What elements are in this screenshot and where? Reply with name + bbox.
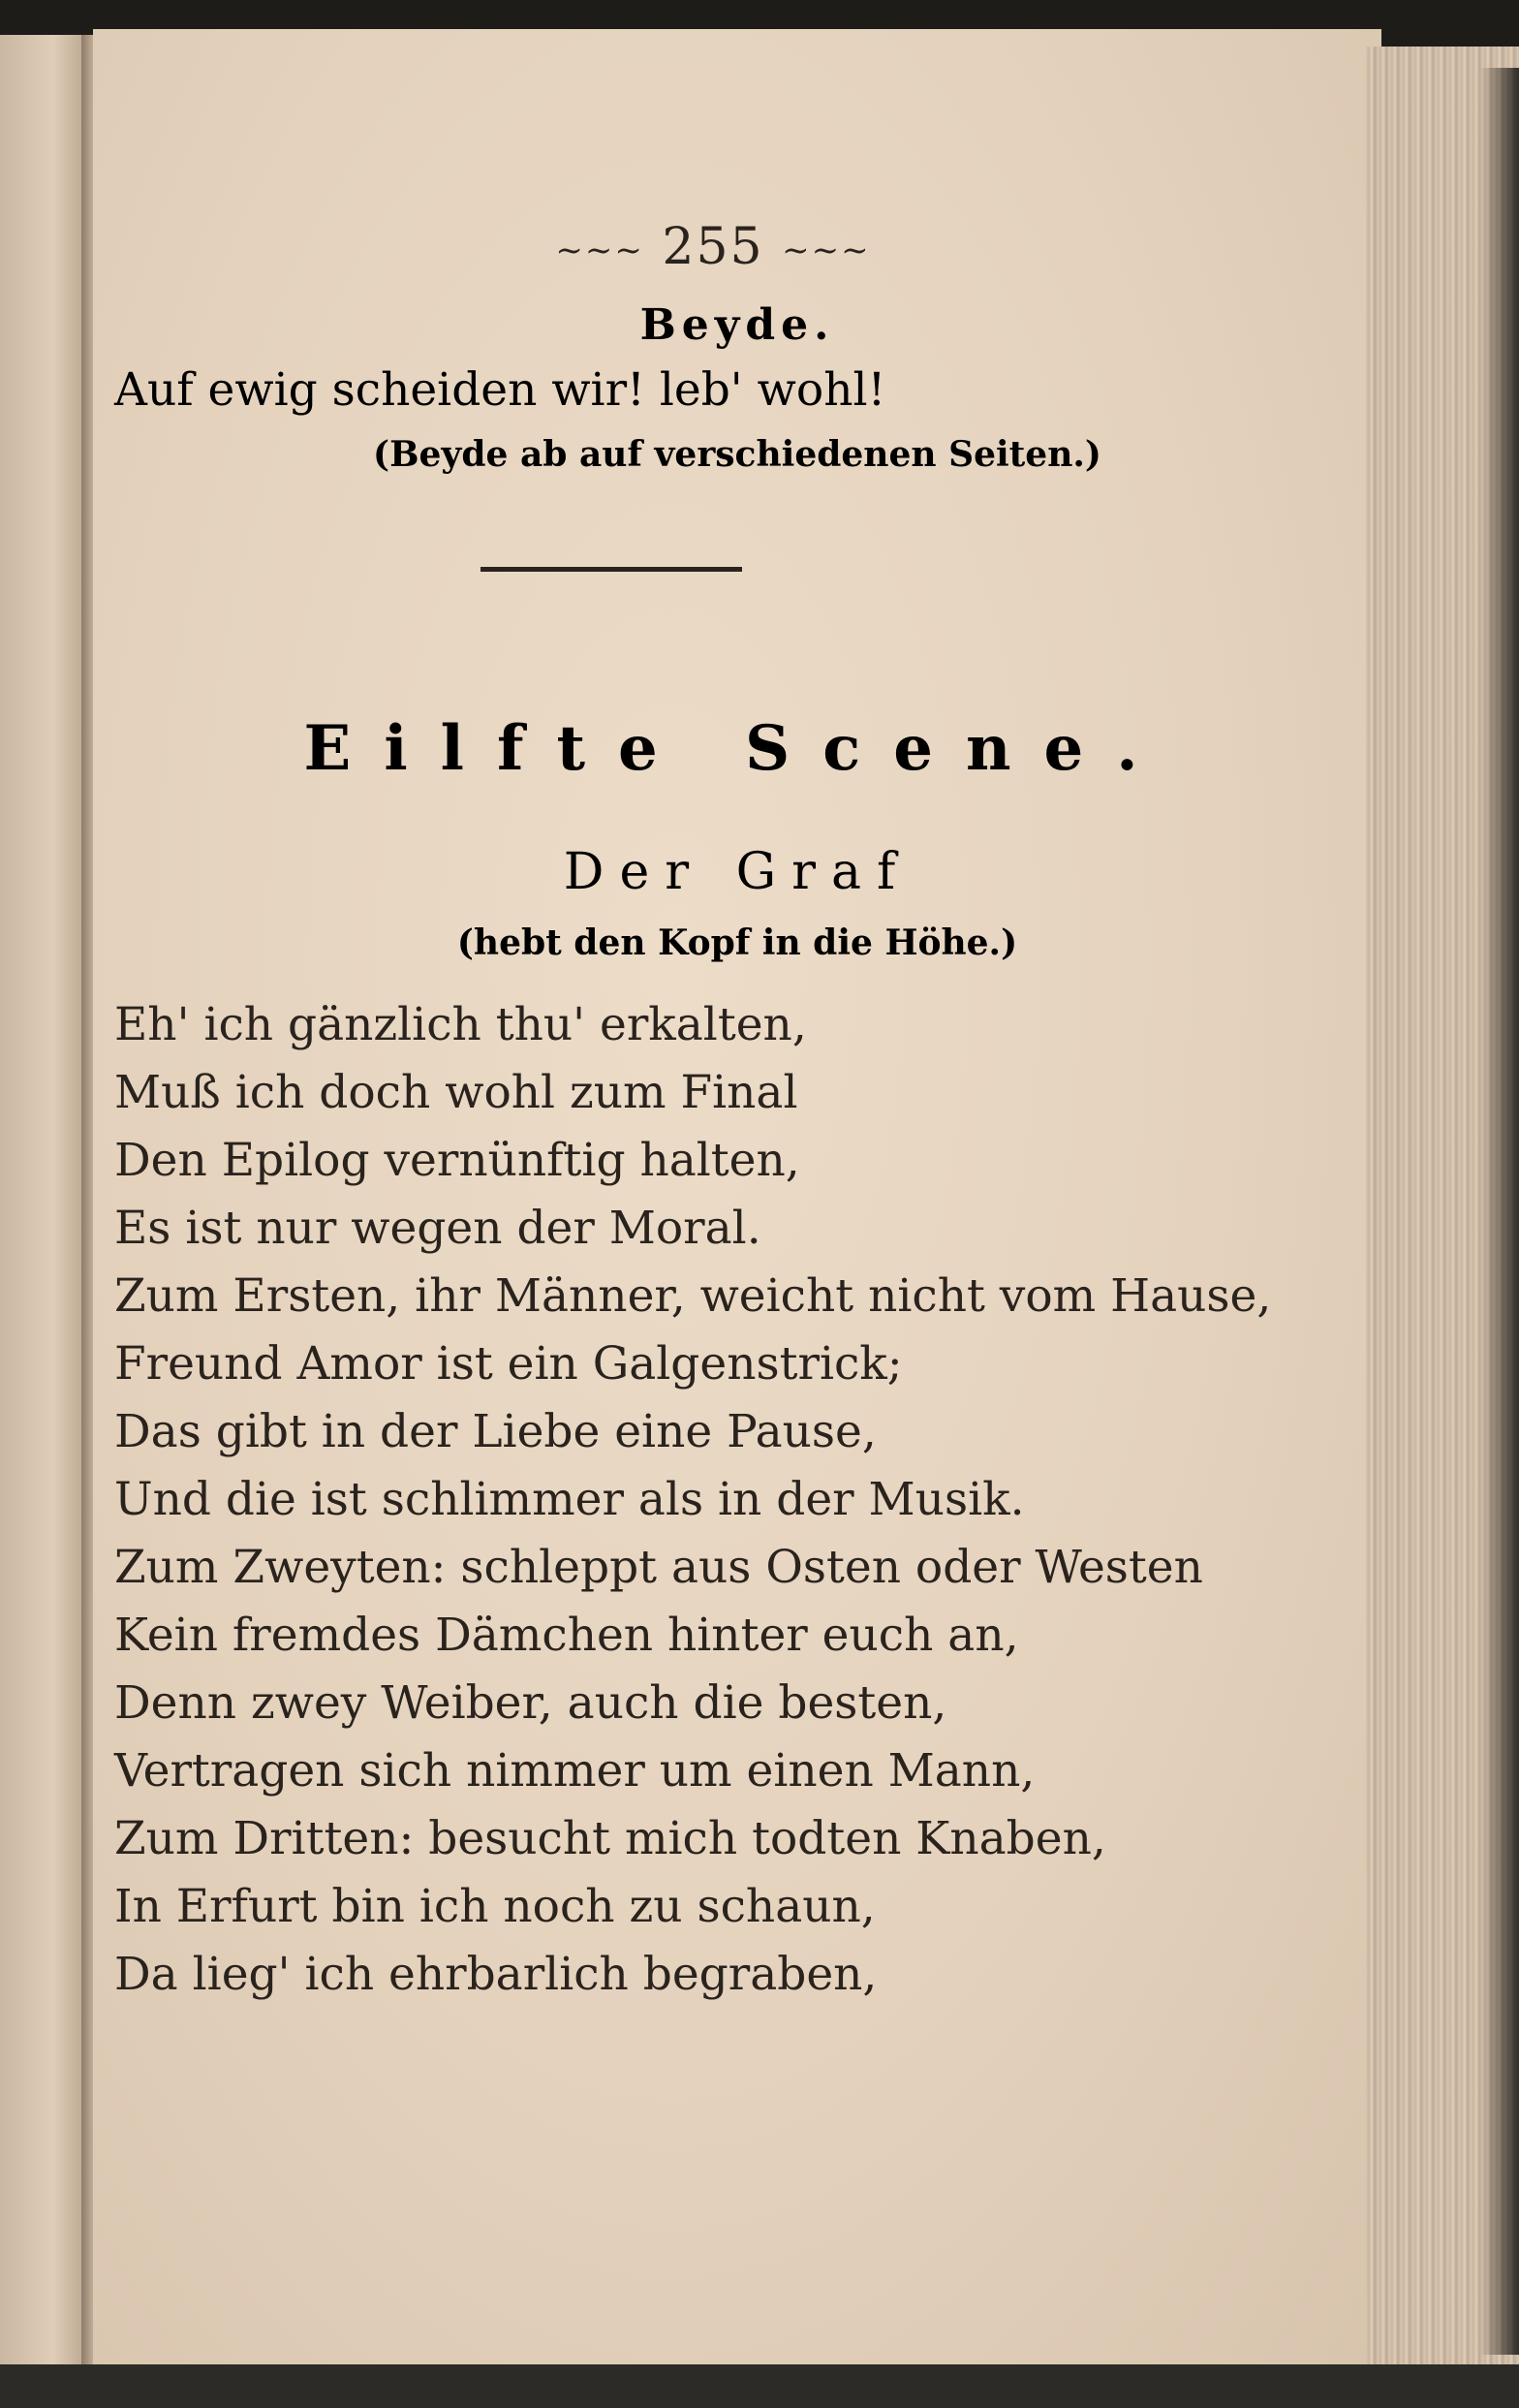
verse-line: Das gibt in der Liebe eine Pause, bbox=[114, 1405, 877, 1458]
header-ornament-left: ~~~ bbox=[555, 231, 644, 270]
verse-line: Zum Zweyten: schleppt aus Osten oder Westen bbox=[114, 1541, 1203, 1594]
scene-title: Eilfte Scene. bbox=[303, 712, 1171, 785]
verse-line: Da lieg' ich ehrbarlich begraben, bbox=[114, 1948, 878, 2001]
verse-line: In Erfurt bin ich noch zu schaun, bbox=[114, 1880, 876, 1933]
verse-line: Den Epilog vernünftig halten, bbox=[114, 1134, 800, 1187]
verse-line: Es ist nur wegen der Moral. bbox=[114, 1202, 761, 1255]
page-edges-shadow bbox=[1480, 68, 1519, 2355]
character-direction: (hebt den Kopf in die Höhe.) bbox=[456, 923, 1018, 963]
verse-line: Muß ich doch wohl zum Final bbox=[114, 1066, 798, 1119]
character-name: Der Graf bbox=[563, 843, 912, 901]
verse-line: Zum Ersten, ihr Männer, weicht nicht vom Hause, bbox=[114, 1269, 1272, 1323]
page-number: 255 bbox=[662, 218, 764, 276]
header-ornament-right: ~~~ bbox=[782, 231, 871, 270]
page-header bbox=[539, 218, 887, 276]
verse-line: Zum Dritten: besucht mich todten Knaben, bbox=[114, 1812, 1106, 1865]
stage-direction: (Beyde ab auf verschiedenen Seiten.) bbox=[373, 434, 1101, 475]
speaker-name: Beyde. bbox=[639, 300, 835, 350]
book-page bbox=[93, 29, 1381, 2374]
verse-line: Denn zwey Weiber, auch die besten, bbox=[114, 1676, 947, 1730]
left-page-edge bbox=[0, 35, 89, 2370]
dialogue-line: Auf ewig scheiden wir! leb' wohl! bbox=[114, 363, 886, 417]
verse-line: Und die ist schlimmer als in der Musik. bbox=[114, 1473, 1025, 1526]
verse-line: Eh' ich gänzlich thu' erkalten, bbox=[114, 998, 807, 1051]
verse-line: Freund Amor ist ein Galgenstrick; bbox=[114, 1337, 903, 1391]
verse-line: Vertragen sich nimmer um einen Mann, bbox=[114, 1744, 1036, 1798]
book-cover-bottom bbox=[0, 2364, 1519, 2408]
verse-line: Kein fremdes Dämchen hinter euch an, bbox=[114, 1609, 1019, 1662]
section-divider bbox=[480, 567, 742, 572]
